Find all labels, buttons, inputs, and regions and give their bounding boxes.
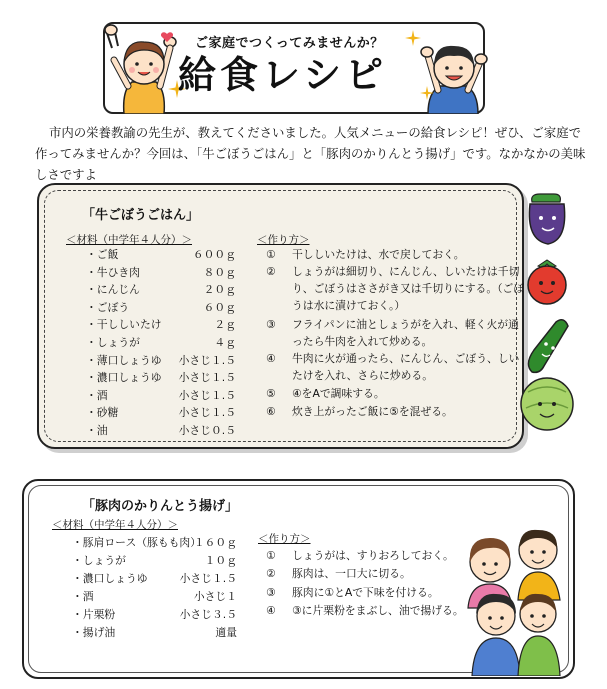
children-group-illustration [460, 522, 568, 676]
ingredient-row [86, 264, 236, 281]
step-number: ③ [266, 585, 276, 599]
step-number: ① [266, 549, 276, 562]
ingredient-amount: ２０ｇ [203, 283, 236, 297]
step-line: 豚肉は、一口大に切る。 [292, 567, 411, 581]
ingredient-name: ・ごぼう [86, 300, 130, 314]
step-text [292, 584, 439, 601]
step-line: り、ごぼうはささがき又は千切りにする。（ごぼ [292, 282, 525, 296]
step-number: ① [266, 248, 276, 261]
step-line: フライパンに油としょうがを入れ、軽く火が通 [292, 317, 519, 331]
step-line: 炊き上がったご飯に⑤を混ぜる。 [292, 404, 453, 418]
ingredient-row [86, 299, 236, 316]
ingredient-name: ・砂糖 [86, 406, 119, 420]
step-item [266, 385, 516, 402]
ingredient-name: ・酒 [72, 590, 94, 603]
ingredient-amount: ４ｇ [214, 336, 236, 349]
ingredient-amount: ２ｇ [214, 318, 236, 332]
step-line: 干ししいたけは、水で戻しておく。 [292, 248, 465, 261]
ingredient-amount: 適量 [215, 626, 237, 639]
ingredient-row [72, 534, 237, 551]
step-line: ったら牛肉を入れて炒める。 [292, 334, 433, 348]
step-line: ③に片栗粉をまぶし、油で揚げる。 [292, 604, 464, 618]
step-text [292, 246, 465, 263]
eggplant-mascot-illustration [524, 188, 570, 246]
ingredient-amount: １０ｇ [204, 554, 237, 567]
step-number: ③ [266, 317, 276, 331]
ingredient-amount: 小さじ３.５ [179, 608, 237, 621]
ingredient-row [86, 316, 236, 333]
ingredients-label: ＜材料（中学年４人分）＞ [52, 519, 178, 531]
step-line: 豚肉に①とAで下味を付ける。 [292, 585, 439, 599]
ingredient-row [72, 552, 237, 569]
ingredient-name: ・にんじん [86, 283, 140, 297]
step-item [266, 602, 466, 620]
ingredient-amount: １６０ｇ [193, 536, 237, 549]
step-item [266, 403, 516, 420]
step-number: ② [266, 567, 276, 581]
step-item [266, 246, 516, 263]
step-line: 牛肉に火が通ったら、にんじん、ごぼう、しい [292, 352, 520, 366]
ingredient-amount: ８０ｇ [203, 265, 236, 279]
banner-subtitle: ご家庭でつくってみませんか？ [195, 36, 384, 51]
step-number: ④ [266, 352, 276, 366]
step-text [292, 350, 519, 384]
ingredient-row [72, 588, 237, 605]
ingredient-name: ・豚肩ロース（豚もも肉） [72, 536, 202, 549]
ingredient-name: ・牛ひき肉 [86, 265, 140, 279]
boy-cheering-illustration [414, 22, 492, 114]
ingredient-row [72, 570, 237, 587]
step-number: ④ [266, 604, 276, 618]
ingredient-name: ・酒 [86, 388, 108, 402]
step-text [292, 547, 454, 564]
recipe-title: 「牛ごぼうごはん」 [82, 208, 200, 223]
ingredient-amount: 小さじ１.５ [178, 388, 236, 402]
ingredient-name: ・濃口しょうゆ [72, 572, 148, 585]
ingredient-name: ・しょうが [86, 336, 140, 349]
ingredient-name: ・片栗粉 [72, 608, 116, 621]
recipe-title: 「豚肉のかりんとう揚げ」 [82, 499, 239, 514]
sparkle-icon [405, 30, 421, 46]
ingredient-row [86, 246, 236, 263]
ingredient-row [72, 606, 237, 623]
step-line: しょうがは細切り、にんじん、しいたけは千切 [292, 265, 520, 279]
intro-paragraph: 市内の栄養教諭の先生が、教えてくださいました。人気メニューの給食レシピ！ぜひ、ご家庭で作ってみませんか？今回は、「牛ごぼうごはん」と「豚肉のかりんとう揚げ」です。なかなかの美味しさですよ [35, 125, 586, 182]
ingredient-name: ・揚げ油 [72, 626, 116, 639]
step-text [292, 403, 453, 420]
ingredient-amount: ６０ｇ [203, 300, 236, 314]
step-item [266, 263, 525, 315]
tomato-mascot-illustration [524, 258, 570, 306]
ingredient-amount: 小さじ１ [193, 590, 237, 603]
step-line: うは水に漬けておく。） [292, 299, 406, 313]
step-number: ⑤ [266, 387, 276, 401]
sparkle-icon [420, 86, 434, 100]
step-text [292, 263, 524, 314]
ingredient-name: ・油 [86, 424, 108, 437]
ingredient-row [86, 352, 236, 369]
step-text [292, 385, 385, 402]
step-item [266, 316, 519, 351]
ingredient-row [86, 404, 236, 421]
heart-icon [160, 30, 174, 44]
page-title: 給食レシピ [178, 53, 388, 97]
step-text [292, 602, 464, 619]
step-number: ② [266, 265, 276, 279]
ingredient-amount: 小さじ１.５ [178, 371, 236, 385]
ingredient-name: ・干ししいたけ [86, 318, 162, 332]
ingredient-row [72, 624, 237, 641]
ingredient-name: ・ご飯 [86, 248, 119, 261]
step-number: ⑥ [266, 404, 276, 418]
ingredient-amount: 小さじ１.５ [178, 353, 236, 367]
ingredient-amount: ６００ｇ [192, 248, 236, 261]
cabbage-mascot-illustration [518, 372, 576, 434]
ingredient-row [86, 334, 236, 351]
ingredient-amount: 小さじ１.５ [178, 406, 236, 420]
step-line: ④をAで調味する。 [292, 387, 385, 401]
ingredient-name: ・しょうが [72, 554, 126, 567]
step-text [292, 316, 519, 350]
steps-label: ＜作り方＞ [257, 234, 310, 246]
ingredient-row [86, 387, 236, 404]
cucumber-mascot-illustration [522, 318, 572, 374]
ingredient-row [86, 369, 236, 386]
step-item [266, 584, 466, 602]
step-item [266, 547, 466, 565]
ingredient-amount: 小さじ０.５ [178, 424, 236, 437]
ingredient-row [86, 422, 236, 439]
ingredient-name: ・薄口しょうゆ [86, 353, 162, 367]
steps-label: ＜作り方＞ [258, 533, 311, 545]
ingredients-label: ＜材料（中学年４人分）＞ [66, 234, 192, 246]
step-line: しょうがは、すりおろしておく。 [292, 549, 454, 562]
step-text [292, 565, 411, 582]
ingredient-row [86, 281, 236, 298]
step-item [266, 350, 520, 385]
step-line: たけを入れ、さらに炒める。 [292, 369, 434, 383]
ingredient-name: ・濃口しょうゆ [86, 371, 162, 385]
ingredient-amount: 小さじ１.５ [179, 572, 237, 585]
step-item [266, 565, 466, 583]
